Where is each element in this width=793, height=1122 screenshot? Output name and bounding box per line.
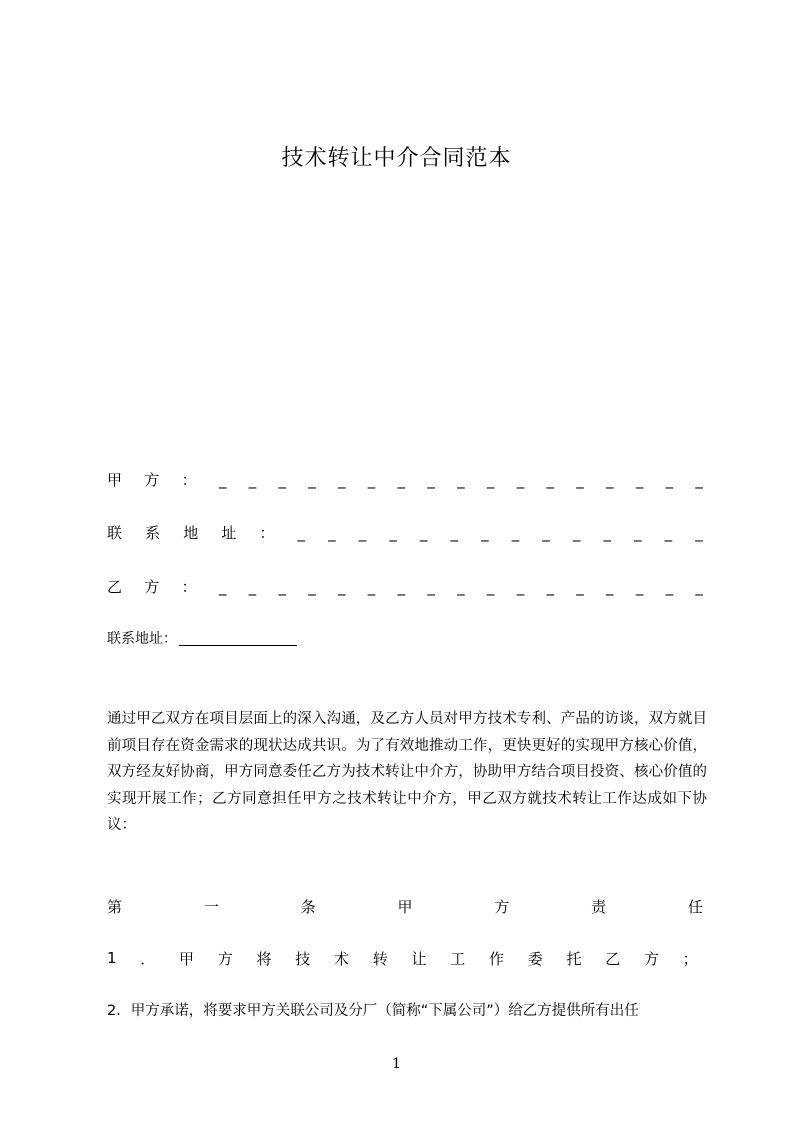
contact-address-label: 联系地址： [107, 631, 177, 647]
party-a-label-char: ： [181, 471, 197, 489]
party-a-blank: _ [695, 471, 703, 489]
party-a-blank: _ [278, 471, 286, 489]
contact-address-label-char: 联 [107, 524, 123, 542]
heading-char: 任 [687, 897, 703, 916]
contact-address-blank: _ [511, 524, 520, 542]
contact-address-field-2 [107, 628, 297, 650]
item-1-char: 甲 [179, 949, 195, 968]
party-a-blank: _ [338, 471, 346, 489]
item-1-char: 转 [372, 949, 388, 968]
party-b-blank: _ [427, 578, 435, 596]
party-a-blank: _ [576, 471, 584, 489]
item-1 [107, 945, 698, 971]
item-1-char: 技 [295, 949, 311, 968]
item-1-char: 委 [527, 949, 543, 968]
heading-char: 第 [107, 897, 123, 916]
document-title: 技术转让中介合同范本 [281, 146, 512, 171]
intro-paragraph: 通过甲乙双方在项目层面上的深入沟通，及乙方人员对甲方技术专利、产品的访谈，双方就目前项目存在资金需求的现状达成共识。为了有效地推动工作，更快更好的实现甲方核心价值，双方经友好协商，甲方同意委任乙方为技术转让中介方，协助甲方结合项目投资、核心价值的实现开展工作；乙方同意担任甲方之技术转让中介方，甲乙双方就技术转让工作达成如下协议： [107, 711, 707, 833]
party-b-blank: _ [338, 578, 346, 596]
party-a-blank: _ [457, 471, 465, 489]
item-1-char: 方 [217, 949, 233, 968]
item-1-char: 作 [489, 949, 505, 968]
article-1-heading [107, 893, 703, 919]
contact-address-field-1 [107, 521, 703, 545]
item-1-char: 术 [334, 949, 350, 968]
item-1-char: 让 [411, 949, 427, 968]
contact-address-underline [179, 630, 297, 646]
party-b-blank: _ [546, 578, 554, 596]
party-b-blank: _ [486, 578, 495, 596]
heading-char: 责 [591, 897, 607, 916]
contact-address-label-char: 系 [145, 524, 161, 542]
party-b-label-char: 方 [144, 578, 160, 596]
party-a-blank: _ [218, 471, 227, 489]
contact-address-label-char: 地 [183, 524, 199, 542]
party-a-blank: _ [308, 471, 316, 489]
party-b-blank: _ [516, 578, 525, 596]
item-1-char: 乙 [605, 949, 621, 968]
item-2: 2．甲方承诺，将要求甲方关联公司及分厂（简称“下属公司”）给乙方提供所有出任 [107, 1003, 639, 1019]
item-1-char: ． [140, 949, 156, 968]
party-a-blank: _ [665, 471, 674, 489]
item-1-char: 工 [450, 949, 466, 968]
party-b-blank: _ [367, 578, 376, 596]
party-b-label-char: ： [181, 578, 197, 596]
party-a-blank: _ [546, 471, 554, 489]
party-a-blank: _ [427, 471, 435, 489]
item-1-char: ； [682, 949, 698, 968]
item-1-char: 将 [256, 949, 272, 968]
party-b-blank: _ [576, 578, 584, 596]
party-b-blank: _ [397, 578, 406, 596]
party-b-blank: _ [308, 578, 316, 596]
heading-char: 一 [203, 897, 219, 916]
contact-address-blank: _ [634, 524, 642, 542]
party-b-blank: _ [457, 578, 465, 596]
contact-address-blank: _ [450, 524, 459, 542]
contact-address-blank: _ [542, 524, 550, 542]
contact-address-blank: _ [481, 524, 489, 542]
party-a-blank: _ [635, 471, 644, 489]
item-1-char: 托 [566, 949, 582, 968]
party-a-field [107, 468, 703, 492]
party-a-blank: _ [248, 471, 257, 489]
contact-address-blank: _ [603, 524, 611, 542]
heading-char: 条 [300, 897, 316, 916]
contact-address-blank: _ [664, 524, 673, 542]
party-a-label-char: 甲 [107, 471, 123, 489]
party-b-label-char: 乙 [107, 578, 123, 596]
contact-address-blank: _ [358, 524, 367, 542]
contact-address-blank: _ [297, 524, 306, 542]
party-b-blank: _ [278, 578, 286, 596]
contact-address-blank: _ [572, 524, 581, 542]
party-b-blank: _ [665, 578, 674, 596]
contact-address-blank: _ [695, 524, 703, 542]
party-b-blank: _ [695, 578, 703, 596]
party-a-label-char: 方 [144, 471, 160, 489]
party-b-blank: _ [635, 578, 644, 596]
party-a-blank: _ [516, 471, 525, 489]
party-b-field [107, 575, 703, 599]
contact-address-blank: _ [328, 524, 336, 542]
heading-char: 方 [494, 897, 510, 916]
contact-address-label-char: 址 [221, 524, 237, 542]
party-a-blank: _ [367, 471, 376, 489]
party-a-blank: _ [606, 471, 614, 489]
item-1-char: 1 [107, 949, 117, 967]
item-1-char: 方 [644, 949, 660, 968]
heading-char: 甲 [397, 897, 413, 916]
party-a-blank: _ [486, 471, 495, 489]
party-b-blank: _ [248, 578, 257, 596]
page-number: 1 [392, 1056, 401, 1072]
contact-address-label-char: ： [259, 524, 275, 542]
party-a-blank: _ [397, 471, 406, 489]
contact-address-blank: _ [419, 524, 428, 542]
party-b-blank: _ [218, 578, 227, 596]
contact-address-blank: _ [389, 524, 397, 542]
party-b-blank: _ [606, 578, 614, 596]
